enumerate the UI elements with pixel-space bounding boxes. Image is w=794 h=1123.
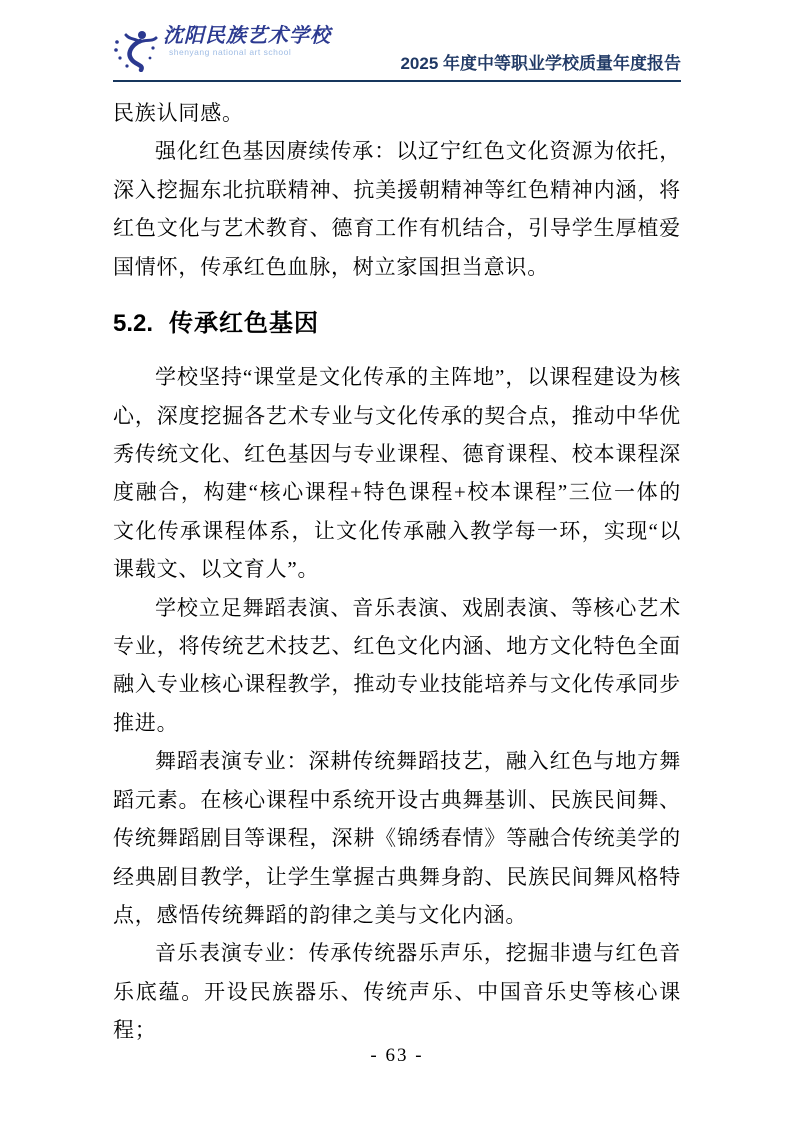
section-heading-number: 5.2. [113,310,154,338]
page-footer [0,1045,794,1067]
school-logo [113,26,331,76]
document-body [113,94,681,1050]
paragraph: 舞蹈表演专业：深耕传统舞蹈技艺，融入红色与地方舞蹈元素。在核心课程中系统开设古典舞基训、民族民间舞、传统舞蹈剧目等课程，深耕《锦绣春情》等融合传统美学的经典剧目教学，让学生掌握古典舞身韵、民族民间舞风格特点，感悟传统舞蹈的韵律之美与文化内涵。 [113,749,681,927]
page-header [113,0,681,82]
dancer-logo-icon [113,28,159,76]
section-heading [113,308,681,340]
report-title: 2025 年度中等职业学校质量年度报告 [400,54,681,73]
paragraph: 音乐表演专业：传承传统器乐声乐，挖掘非遗与红色音乐底蕴。开设民族器乐、传统声乐、中国音乐史等核心课程； [113,941,681,1043]
school-name-cn: 沈阳民族艺术学校 [163,25,331,47]
school-logo-text [163,26,331,57]
section-heading-title: 传承红色基因 [169,311,320,338]
paragraph: 学校坚持“课堂是文化传承的主阵地”，以课程建设为核心，深度挖掘各艺术专业与文化传承的契合点，推动中华优秀传统文化、红色基因与专业课程、德育课程、校本课程深度融合，构建“核心课程+特色课程+校本课程”三位一体的文化传承课程体系，让文化传承融入教学每一环，实现“以课载文、以文育人”。 [113,365,681,582]
page-number: - 63 - [370,1045,424,1066]
paragraph: 强化红色基因赓续传承：以辽宁红色文化资源为依托，深入挖掘东北抗联精神、抗美援朝精神等红色精神内涵，将红色文化与艺术教育、德育工作有机结合，引导学生厚植爱国情怀，传承红色血脉，树立家国担当意识。 [113,139,681,279]
school-name-en: shenyang national art school [169,47,292,57]
paragraph: 学校立足舞蹈表演、音乐表演、戏剧表演、等核心艺术专业，将传统艺术技艺、红色文化内涵、地方文化特色全面融入专业核心课程教学，推动专业技能培养与文化传承同步推进。 [113,595,681,735]
paragraph-continuation: 民族认同感。 [113,101,244,125]
